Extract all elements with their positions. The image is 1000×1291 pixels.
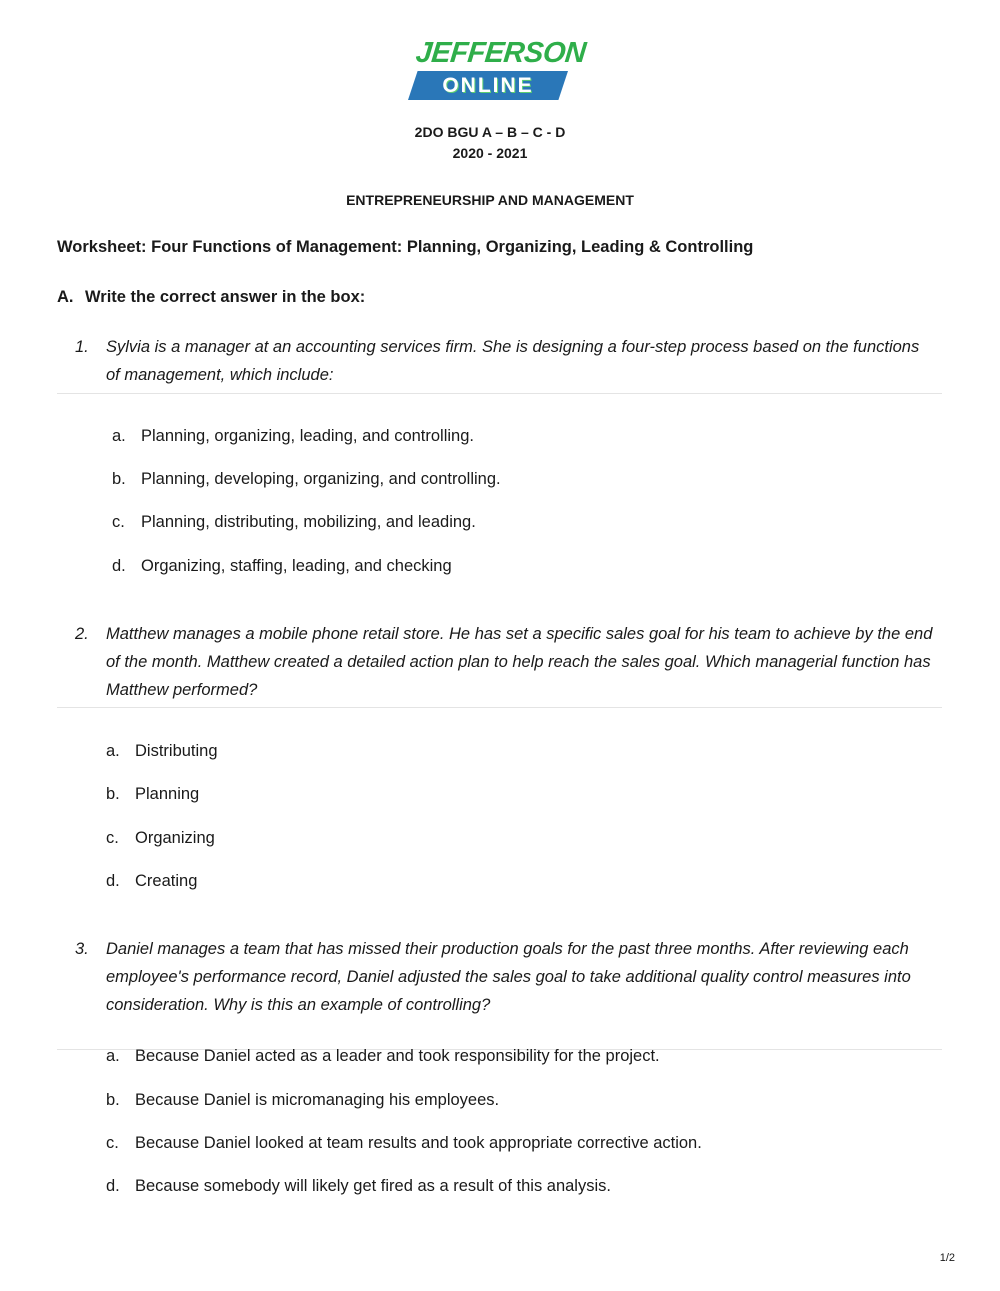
- option-letter: a.: [106, 1047, 120, 1065]
- option-letter: d.: [106, 1177, 120, 1195]
- jefferson-online-logo: [408, 37, 588, 104]
- q2-option-d: [106, 870, 197, 892]
- option-letter: d.: [112, 557, 126, 575]
- option-text: Organizing, staffing, leading, and checking: [141, 557, 452, 575]
- header-grade-line: 2DO BGU A – B – C - D: [414, 124, 566, 140]
- header-year-line: 2020 - 2021: [452, 145, 528, 161]
- q2-option-c: [106, 827, 215, 849]
- option-letter: b.: [106, 785, 120, 803]
- option-text: Because Daniel is micromanaging his employees.: [135, 1091, 500, 1109]
- q3-option-b: [106, 1089, 499, 1111]
- option-text: Because Daniel acted as a leader and took responsibility for the project.: [135, 1047, 660, 1065]
- option-text: Because somebody will likely get fired as a result of this analysis.: [135, 1177, 611, 1195]
- question-2: [75, 620, 935, 704]
- q1-option-a: [112, 425, 474, 447]
- page-number: 1/2: [939, 1252, 955, 1264]
- option-text: Creating: [135, 872, 198, 890]
- section-instruction: Write the correct answer in the box:: [85, 288, 366, 306]
- option-letter: c.: [106, 829, 119, 847]
- option-text: Organizing: [135, 829, 215, 847]
- section-letter: A.: [57, 288, 74, 306]
- logo-jefferson-text: JEFFERSON: [414, 37, 588, 69]
- worksheet-title: Worksheet: Four Functions of Management: Planning, Organizing, Leading & Controlling: [57, 238, 754, 256]
- q2-option-a: [106, 740, 218, 762]
- question-text: Matthew manages a mobile phone retail store. He has set a specific sales goal for his team to achieve by the end of the month. Matthew created a detailed action plan to help reach the sales goal. Which managerial function has Matthew performed?: [106, 625, 933, 699]
- logo-online-text: ONLINE: [442, 74, 534, 97]
- q2-option-b: [106, 783, 199, 805]
- option-letter: c.: [106, 1134, 119, 1152]
- option-letter: c.: [112, 513, 125, 531]
- q3-option-c: [106, 1132, 702, 1154]
- option-text: Because Daniel looked at team results and took appropriate corrective action.: [135, 1134, 702, 1152]
- answer-box-line: [57, 707, 942, 708]
- question-3: [75, 935, 935, 1019]
- q1-option-d: [112, 555, 452, 577]
- option-letter: a.: [106, 742, 120, 760]
- q3-option-d: [106, 1175, 611, 1197]
- option-text: Planning: [135, 785, 200, 803]
- course-title: ENTREPRENEURSHIP AND MANAGEMENT: [346, 192, 634, 208]
- option-letter: a.: [112, 427, 126, 445]
- question-1: [75, 333, 935, 389]
- option-letter: b.: [112, 470, 126, 488]
- q1-option-b: [112, 468, 501, 490]
- option-text: Planning, developing, organizing, and controlling.: [141, 470, 501, 488]
- section-a-heading: [57, 288, 365, 307]
- option-text: Planning, distributing, mobilizing, and leading.: [141, 513, 476, 531]
- option-text: Distributing: [135, 742, 218, 760]
- option-letter: b.: [106, 1091, 120, 1109]
- option-text: Planning, organizing, leading, and controlling.: [141, 427, 474, 445]
- question-number: 3.: [75, 940, 89, 958]
- question-text: Sylvia is a manager at an accounting services firm. She is designing a four-step process based on the functions of management, which include:: [106, 338, 920, 384]
- option-letter: d.: [106, 872, 120, 890]
- question-number: 2.: [75, 625, 89, 643]
- q1-option-c: [112, 511, 476, 533]
- answer-box-line: [57, 393, 942, 394]
- question-number: 1.: [75, 338, 89, 356]
- q3-option-a: [106, 1045, 660, 1067]
- question-text: Daniel manages a team that has missed their production goals for the past three months. After reviewing each employee's performance record, Daniel adjusted the sales goal to take additional quality control measures into consideration. Why is this an example of controlling?: [106, 940, 911, 1014]
